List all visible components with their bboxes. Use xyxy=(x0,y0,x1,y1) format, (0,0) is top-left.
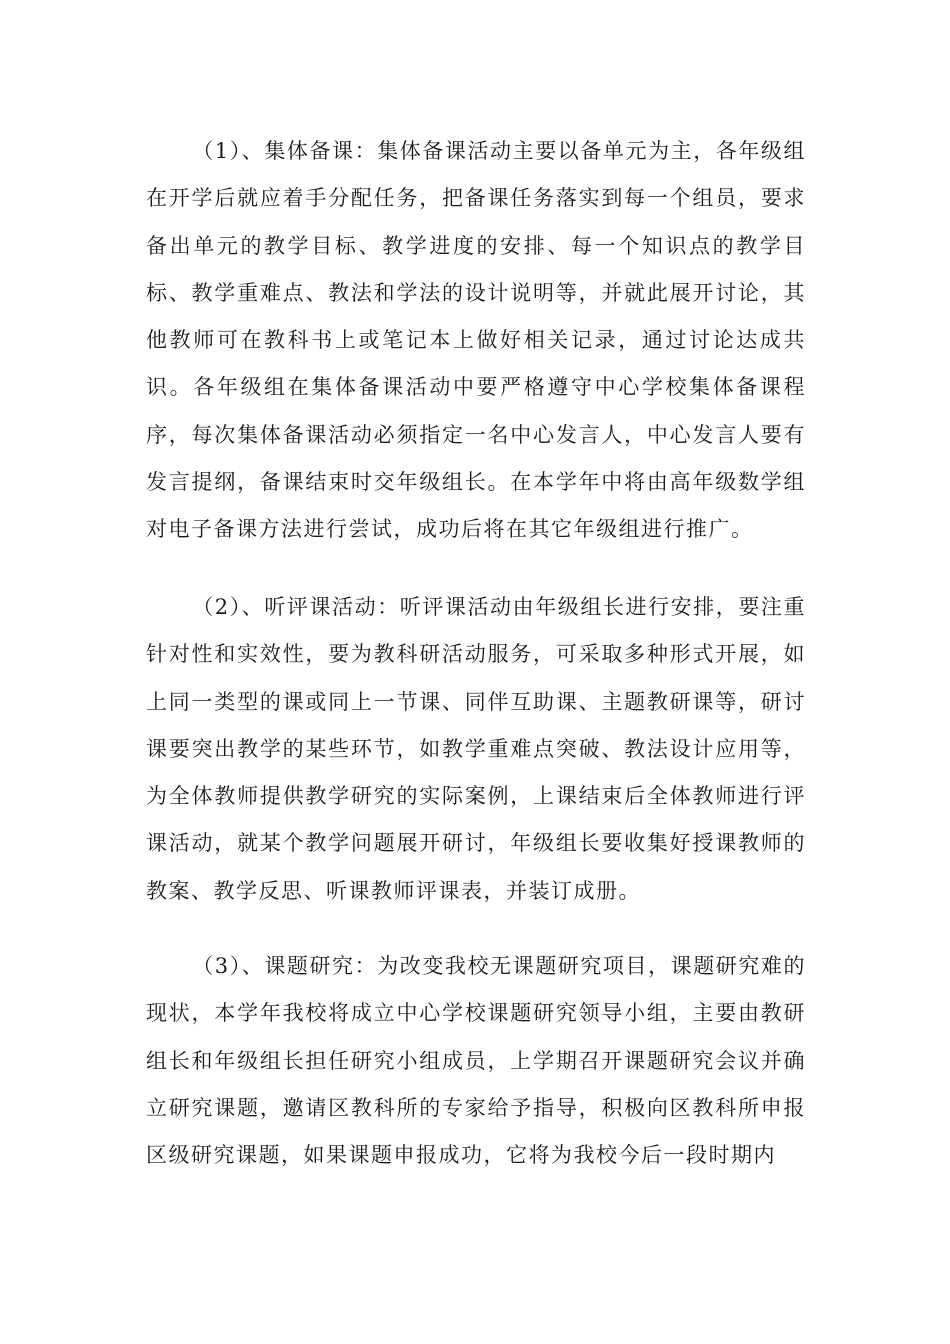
paragraph-collective-lesson-prep: （1）、集体备课：集体备课活动主要以备单元为主，各年级组在开学后就应着手分配任务，把备课任务落实到每一个组员，要求备出单元的教学目标、教学进度的安排、每一个知识点的教学目标、教学重难点、教法和学法的设计说明等，并就此展开讨论，其他教师可在教科书上或笔记本上做好相关记录，通过讨论达成共识。各年级组在集体备课活动中要严格遵守中心学校集体备课程序，每次集体备课活动必须指定一名中心发言人，中心发言人要有发言提纲，备课结束时交年级组长。在本学年中将由高年级数学组对电子备课方法进行尝试，成功后将在其它年级组进行推广。 xyxy=(146,139,806,542)
paragraph-lesson-observation: （2）、听评课活动：听评课活动由年级组长进行安排，要注重针对性和实效性，要为教科研活动服务，可采取多种形式开展，如上同一类型的课或同上一节课、同伴互助课、主题教研课等，研讨课要突出教学的某些环节，如教学重难点突破、教法设计应用等，为全体教师提供教学研究的实际案例，上课结束后全体教师进行评课活动，就某个教学问题展开研讨，年级组长要收集好授课教师的教案、教学反思、听课教师评课表，并装订成册。 xyxy=(146,595,806,903)
paragraph-research-project: （3）、课题研究：为改变我校无课题研究项目，课题研究难的现状，本学年我校将成立中心学校课题研究领导小组，主要由教研组长和年级组长担任研究小组成员，上学期召开课题研究会议并确立研究课题，邀请区教科所的专家给予指导，积极向区教科所申报区级研究课题，如果课题申报成功，它将为我校今后一段时期内 xyxy=(146,954,806,1168)
